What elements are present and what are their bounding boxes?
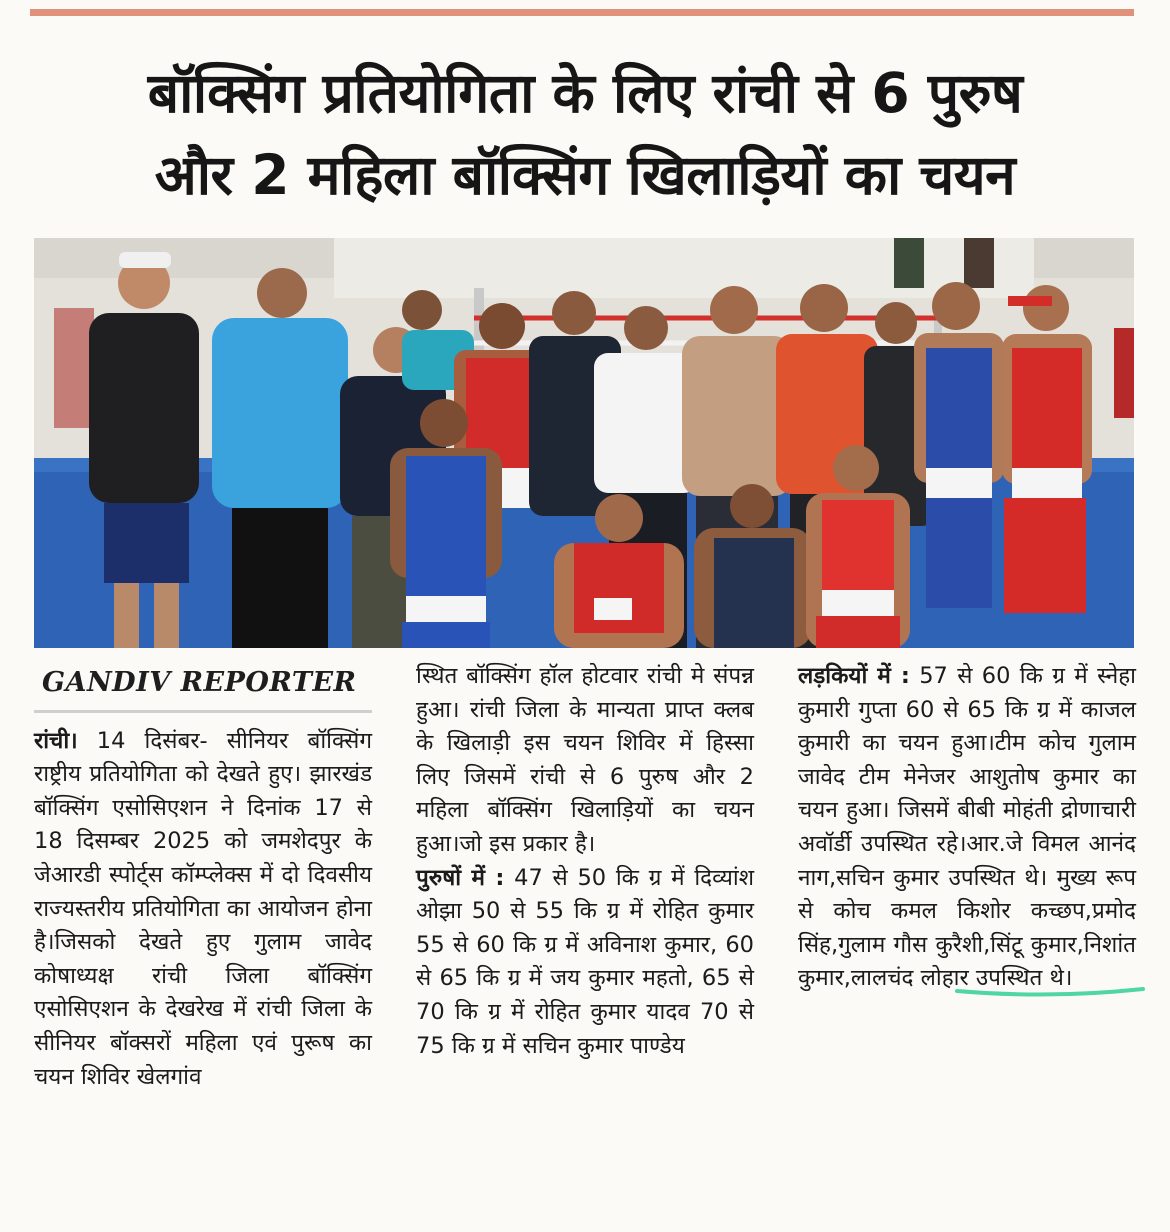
- women-selection-paragraph: [798, 660, 1136, 996]
- article-column-2: [416, 660, 754, 1063]
- headline-line-2: और 2 महिला बॉक्सिंग खिलाड़ियों का चयन: [154, 143, 1016, 207]
- men-label: पुरुषों में :: [416, 864, 505, 891]
- team-photo: [34, 238, 1134, 648]
- headline-line-1: बॉक्सिंग प्रतियोगिता के लिए रांची से 6 पुरुष: [147, 61, 1023, 125]
- highlight-underline: [955, 985, 1145, 1001]
- team-photo-illustration: [34, 238, 1134, 648]
- article-column-1: [34, 660, 372, 1094]
- column-1-text: 14 दिसंबर- सीनियर बॉक्सिंग राष्ट्रीय प्रतियोगिता को देखते हुए। झारखंड बॉक्सिंग एसोसिएशन ने दिनांक 17 से 18 दिसम्बर 2025 को जमशेदपुर के जेआरडी स्पोर्ट्स कॉम्प्लेक्स में दो दिवसीय राज्यस्तरीय प्रतियोगिता का आयोजन होना है।जिसको देखते हुए गुलाम जावेद कोषाध्यक्ष रांची जिला बॉक्सिंग एसोसिएशन के देखरेख में रांची जिला के सीनियर बॉक्सरों महिला एवं पुरूष का चयन शिविर खेलगांव: [34, 727, 372, 1090]
- article-column-3: [798, 660, 1136, 996]
- dateline: रांची।: [34, 727, 78, 754]
- men-selection-paragraph: [416, 862, 754, 1064]
- headline: [30, 52, 1140, 216]
- women-selection-text: 57 से 60 कि ग्र में स्नेहा कुमारी गुप्ता 60 से 65 कि ग्र में काजल कुमारी का चयन हुआ।टीम कोच गुलाम जावेद टीम मेनेजर आशुतोष कुमार का चयन हुआ। जिसमें बीबी मोहंती द्रोणाचारी अवॉर्डी उपस्थित रहे।आर.जे विमल आनंद नाग,सचिन कुमार उपस्थित थे। मुख्य रूप से कोच कमल किशोर कच्छप,प्रमोद सिंह,गुलाम गौस कुरैशी,सिंटू कुमार,निशांत कुमार,लालचंद लोहार उपस्थित थे।: [798, 663, 1136, 992]
- women-label: लड़कियों में :: [798, 663, 910, 689]
- byline: GANDIV REPORTER: [34, 660, 372, 713]
- top-rule: [30, 9, 1134, 16]
- men-selection-text: 47 से 50 कि ग्र में दिव्यांश ओझा 50 से 55 कि ग्र में रोहित कुमार 55 से 60 कि ग्र में अविनाश कुमार, 60 से 65 कि ग्र में जय कुमार महतो, 65 से 70 कि ग्र में रोहित कुमार यादव 70 से 75 कि ग्र में सचिन कुमार पाण्डेय: [416, 864, 755, 1059]
- column-2-paragraph: स्थित बॉक्सिंग हॉल होटवार रांची मे संपन्न हुआ। रांची जिला के मान्यता प्राप्त क्लब के खिलाड़ी इस चयन शिविर में हिस्सा लिए जिसमें रांची से 6 पुरुष और 2 महिला बॉक्सिंग खिलाड़ियों का चयन हुआ।जो इस प्रकार है।: [416, 663, 754, 857]
- column-1-paragraph: [34, 725, 372, 1095]
